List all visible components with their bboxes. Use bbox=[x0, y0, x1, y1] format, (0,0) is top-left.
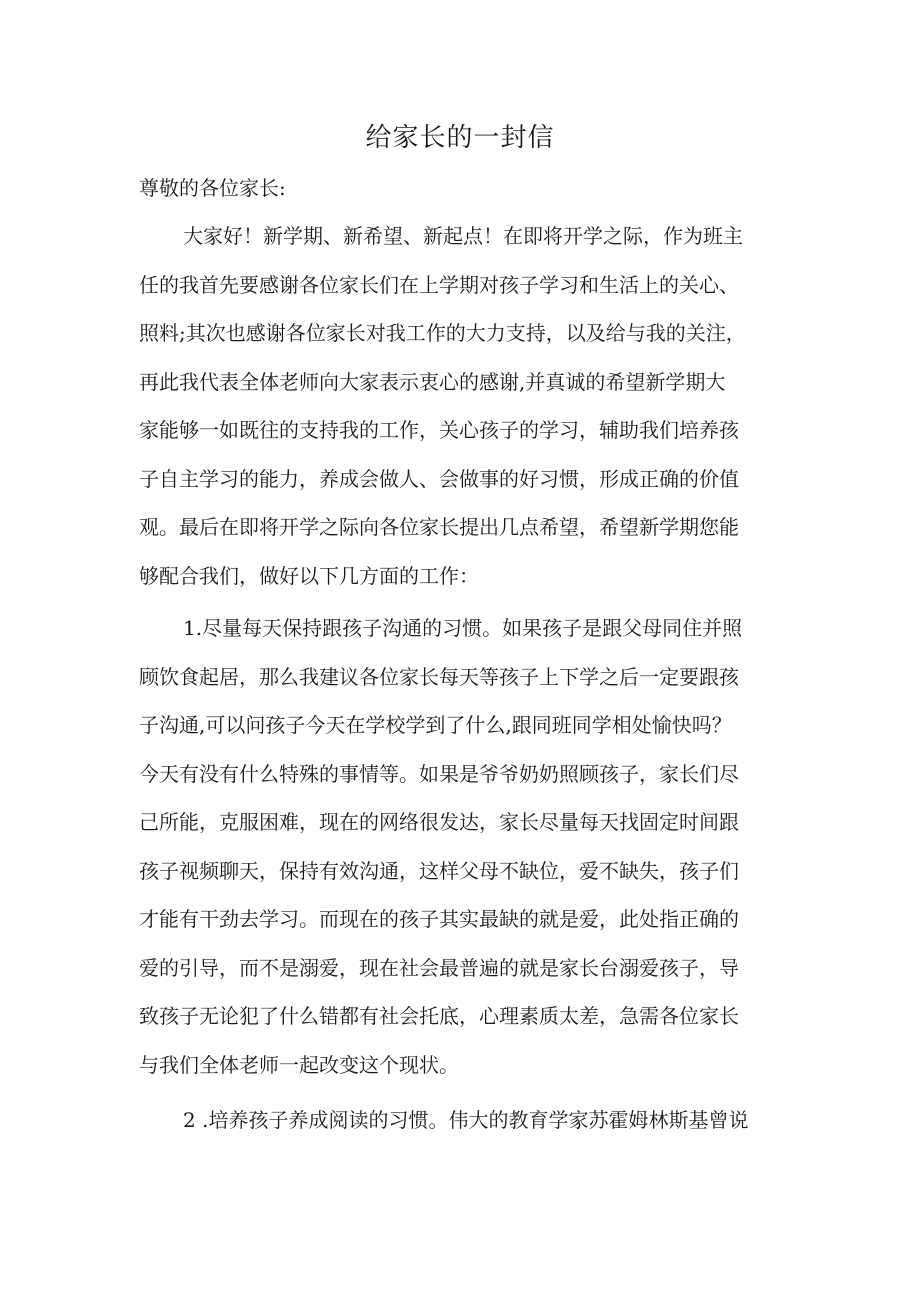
paragraph-line: 顾饮食起居，那么我建议各位家长每天等孩子上下学之后一定要跟孩 bbox=[139, 664, 739, 689]
paragraph-line: 孩子视频聊天，保持有效沟通，这样父母不缺位，爱不缺失，孩子们 bbox=[139, 858, 739, 883]
paragraph-line: 今天有没有什么特殊的事情等。如果是爷爷奶奶照顾孩子，家长们尽 bbox=[139, 761, 739, 786]
paragraph-line: 再此我代表全体老师向大家表示衷心的感谢,并真诚的希望新学期大 bbox=[139, 369, 726, 394]
salutation: 尊敬的各位家长: bbox=[139, 176, 286, 200]
paragraph-line: 爱的引导，而不是溺爱，现在社会最普遍的就是家长台溺爱孩子，导 bbox=[139, 955, 739, 980]
paragraph-line: 子沟通,可以问孩子今天在学校学到了什么,跟同班同学相处愉快吗？ bbox=[139, 713, 732, 737]
paragraph-item-1 bbox=[139, 604, 799, 1089]
paragraph-line: 才能有干劲去学习。而现在的孩子其实最缺的就是爱，此处指正确的 bbox=[139, 907, 739, 931]
paragraph-item-2 bbox=[139, 1096, 799, 1145]
paragraph-line: 家能够一如既往的支持我的工作，关心孩子的学习，辅助我们培养孩 bbox=[139, 418, 739, 442]
paragraph-greeting bbox=[139, 212, 799, 600]
paragraph-line: 大家好！新学期、新希望、新起点！在即将开学之际，作为班主 bbox=[183, 224, 743, 248]
paragraph-line: 己所能，克服困难，现在的网络很发达，家长尽量每天找固定时间跟 bbox=[139, 810, 739, 834]
paragraph-line: 观。最后在即将开学之际向各位家长提出几点希望，希望新学期您能 bbox=[139, 515, 739, 539]
paragraph-line: 够配合我们，做好以下几方面的工作： bbox=[139, 563, 479, 588]
paragraph-line: 子自主学习的能力，养成会做人、会做事的好习惯，形成正确的价值 bbox=[139, 466, 739, 491]
document-title: 给家长的一封信 bbox=[365, 123, 555, 153]
paragraph-line: 2 .培养孩子养成阅读的习惯。伟大的教育学家苏霍姆林斯基曾说 bbox=[183, 1108, 749, 1132]
paragraph-line: 致孩子无论犯了什么错都有社会托底，心理素质太差，急需各位家长 bbox=[139, 1004, 739, 1028]
paragraph-line: 照料;其次也感谢各位家长对我工作的大力支持，以及给与我的关注， bbox=[139, 321, 746, 345]
paragraph-line: 任的我首先要感谢各位家长们在上学期对孩子学习和生活上的关心、 bbox=[139, 272, 739, 297]
paragraph-line: 与我们全体老师一起改变这个现状。 bbox=[139, 1052, 459, 1077]
paragraph-line: 1.尽量每天保持跟孩子沟通的习惯。如果孩子是跟父母同住并照 bbox=[183, 616, 743, 640]
